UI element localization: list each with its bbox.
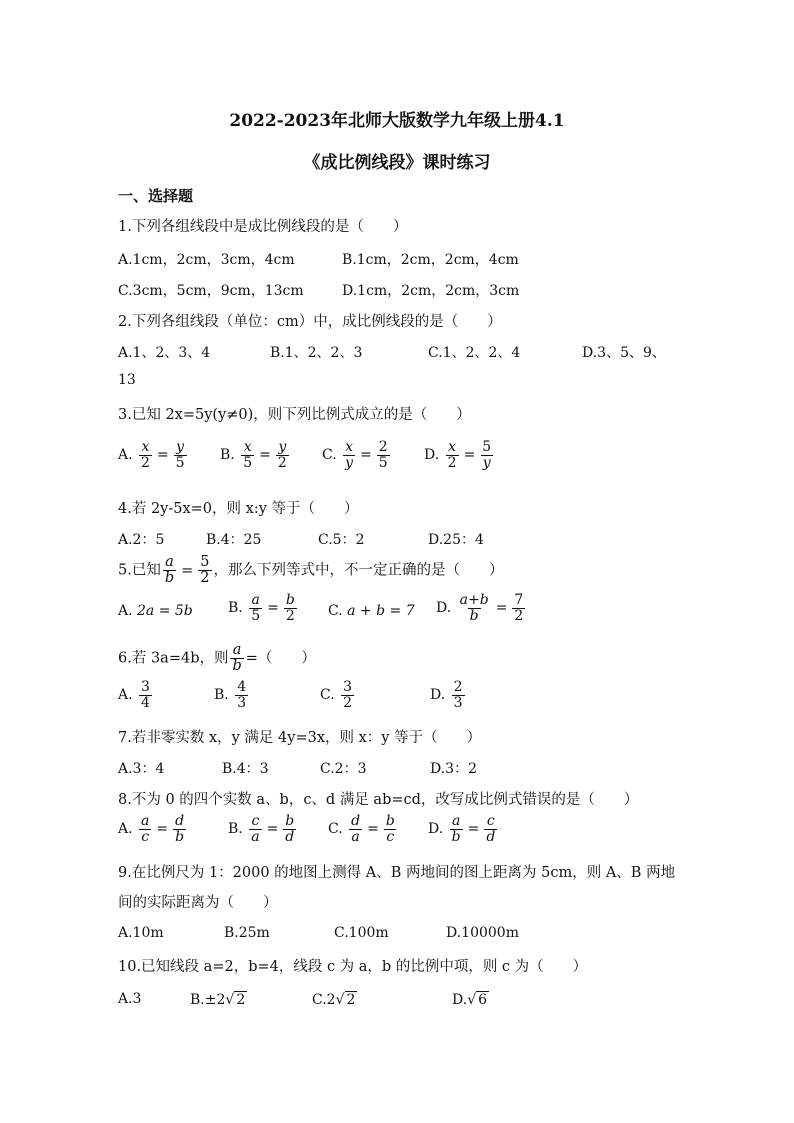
equals-sign: = xyxy=(156,821,169,838)
numerator: b xyxy=(385,813,395,829)
radical-sign: √ xyxy=(467,992,477,1008)
question-7-option-a: A.3：4 xyxy=(118,761,165,777)
question-1-option-b: B.1cm，2cm，2cm，4cm xyxy=(342,252,519,268)
document-title: 2022-2023年北师大版数学九年级上册4.1 xyxy=(229,111,565,131)
numerator: 5 xyxy=(200,554,210,570)
question-7-option-d: D.3：2 xyxy=(430,761,477,777)
numerator: 5 xyxy=(482,439,492,455)
question-6-option-a xyxy=(118,680,154,710)
denominator: 2 xyxy=(514,607,524,624)
question-5-option-d xyxy=(436,593,527,623)
option-letter: D. xyxy=(436,600,452,617)
fraction xyxy=(174,440,187,470)
radicand: 2 xyxy=(346,992,356,1008)
fraction xyxy=(173,814,186,844)
radicand: 2 xyxy=(236,992,246,1008)
question-8-option-b xyxy=(228,814,298,844)
fraction xyxy=(349,814,362,844)
fraction xyxy=(276,440,289,470)
stem-suffix: ，那么下列等式中，不一定正确的是（ ） xyxy=(213,562,504,579)
question-6-option-b xyxy=(214,680,250,710)
equals-sign: = xyxy=(367,821,379,838)
denominator: 2 xyxy=(277,454,287,471)
question-8-option-a xyxy=(118,814,188,844)
denominator: 5 xyxy=(243,454,253,471)
question-3-stem: 3.已知 2x=5y(y≠0)，则下列比例式成立的是（ ） xyxy=(118,407,471,423)
question-1-option-d: D.1cm，2cm，2cm，3cm xyxy=(342,283,520,299)
question-5-option-a xyxy=(118,603,193,619)
radicand: 6 xyxy=(478,992,488,1008)
denominator: 3 xyxy=(237,694,247,711)
fraction xyxy=(484,814,497,844)
option-letter: C. xyxy=(312,992,327,1008)
numerator: a xyxy=(451,813,461,829)
question-1-stem: 1.下列各组线段中是成比例线段的是（ ） xyxy=(118,219,408,235)
question-4-option-c: C.5：2 xyxy=(318,532,365,548)
question-1-option-a: A.1cm，2cm，3cm，4cm xyxy=(118,252,295,268)
denominator: d xyxy=(285,828,295,845)
option-letter: C. xyxy=(328,603,343,619)
fraction xyxy=(249,814,261,844)
numerator: c xyxy=(486,813,495,829)
stem-prefix: 5.已知 xyxy=(118,562,161,579)
option-letter: B. xyxy=(214,687,229,704)
square-root xyxy=(225,991,247,1008)
fraction xyxy=(377,440,390,470)
equals-sign: = xyxy=(360,447,372,464)
question-7-option-b: B.4：3 xyxy=(222,761,269,777)
denominator: y xyxy=(345,454,354,471)
equals-sign: = xyxy=(266,821,279,838)
numerator: a xyxy=(141,813,150,829)
question-8-stem: 8.不为 0 的四个实数 a、b，c、d 满足 ab=cd，改写成比例式错误的是（ ） xyxy=(118,792,639,808)
denominator: c xyxy=(141,828,150,845)
question-2-option-d: D.3、5、9、 xyxy=(582,345,666,361)
question-2-option-a: A.1、2、3、4 xyxy=(118,345,211,361)
denominator: c xyxy=(386,828,395,845)
equals-sign: = xyxy=(156,447,169,464)
numerator: 2 xyxy=(453,679,463,695)
document-subtitle: 《成比例线段》课时练习 xyxy=(303,153,491,173)
stem-prefix: 6.若 3a=4b，则 xyxy=(118,650,229,667)
fraction xyxy=(230,643,243,674)
question-8-option-c xyxy=(328,814,399,844)
question-4-option-a: A.2：5 xyxy=(118,532,165,548)
option-letter: A. xyxy=(118,447,133,464)
denominator: b xyxy=(469,607,479,624)
numerator: 4 xyxy=(237,679,247,695)
question-1-option-c: C.3cm，5cm，9cm，13cm xyxy=(118,283,304,299)
numerator: b xyxy=(285,592,295,608)
numerator: a xyxy=(232,642,242,658)
numerator: b xyxy=(285,813,295,829)
denominator: 4 xyxy=(141,694,150,711)
radical-sign: √ xyxy=(225,992,235,1008)
option-letter: B. xyxy=(228,821,243,838)
equals-sign: = xyxy=(467,821,480,838)
denominator: a xyxy=(351,828,360,845)
fraction xyxy=(283,814,296,844)
denominator: b xyxy=(451,828,461,845)
question-5-stem xyxy=(118,555,504,586)
option-letter: B. xyxy=(220,447,235,464)
numerator: a+b xyxy=(459,592,489,608)
numerator: x xyxy=(243,439,252,455)
question-3-option-a xyxy=(118,440,189,470)
numerator: a xyxy=(251,592,260,608)
fraction xyxy=(341,680,354,710)
denominator: 2 xyxy=(141,454,150,471)
coefficient: 2 xyxy=(326,992,336,1008)
equals-sign: = xyxy=(495,600,508,617)
numerator: c xyxy=(251,813,260,829)
option-expression: 2a = 5b xyxy=(137,603,193,619)
question-8-option-d xyxy=(428,814,499,844)
question-4-stem: 4.若 2y-5x=0，则 x:y 等于（ ） xyxy=(118,501,359,517)
option-letter: D. xyxy=(428,821,444,838)
fraction xyxy=(198,555,211,586)
numerator: a xyxy=(165,554,174,570)
fraction xyxy=(480,440,493,470)
fraction xyxy=(284,593,297,623)
stem-suffix: =（ ） xyxy=(245,650,316,667)
question-9-stem-line-2: 间的实际距离为（ ） xyxy=(118,895,278,911)
question-9-option-b: B.25m xyxy=(224,925,270,941)
option-letter: C. xyxy=(328,821,343,838)
option-letter: D. xyxy=(452,992,468,1008)
question-4-option-b: B.4：25 xyxy=(206,532,262,548)
fraction xyxy=(512,593,525,623)
fraction xyxy=(139,680,152,710)
question-10-stem: 10.已知线段 a=2，b=4，线段 c 为 a，b 的比例中项，则 c 为（ ） xyxy=(118,959,588,975)
fraction xyxy=(163,555,176,586)
equals-sign: = xyxy=(463,447,476,464)
question-3-option-c xyxy=(322,440,392,470)
numerator: d xyxy=(175,813,185,829)
option-letter: B. xyxy=(228,600,243,617)
denominator: a xyxy=(251,828,260,845)
denominator: 5 xyxy=(378,454,388,471)
question-3-option-d xyxy=(424,440,495,470)
numerator: 2 xyxy=(378,439,388,455)
fraction xyxy=(458,593,491,623)
denominator: 2 xyxy=(447,454,457,471)
option-letter: C. xyxy=(320,687,335,704)
question-2-option-d-wrap: 13 xyxy=(118,372,136,388)
denominator: 2 xyxy=(285,607,295,624)
question-5-option-b xyxy=(228,593,299,623)
question-2-option-b: B.1、2、2、3 xyxy=(270,345,363,361)
question-7-option-c: C.2：3 xyxy=(320,761,367,777)
question-2-option-c: C.1、2、2、4 xyxy=(428,345,521,361)
question-4-option-d: D.25：4 xyxy=(428,532,484,548)
option-letter: A. xyxy=(118,603,133,619)
numerator: y xyxy=(278,439,287,455)
numerator: x xyxy=(141,439,150,455)
fraction xyxy=(384,814,397,844)
fraction xyxy=(452,680,465,710)
equals-sign: = xyxy=(181,562,194,579)
option-letter: B. xyxy=(190,992,205,1008)
denominator: 5 xyxy=(251,607,261,624)
equals-sign: = xyxy=(267,600,279,617)
question-10-option-a: A.3 xyxy=(118,991,142,1007)
square-root xyxy=(467,991,489,1008)
question-6-option-d xyxy=(430,680,467,710)
denominator: 3 xyxy=(453,694,463,711)
equals-sign: = xyxy=(259,447,271,464)
section-heading: 一、选择题 xyxy=(118,187,194,205)
option-letter: A. xyxy=(118,687,133,704)
question-7-stem: 7.若非零实数 x，y 满足 4y=3x，则 x：y 等于（ ） xyxy=(118,730,482,746)
numerator: 3 xyxy=(343,679,353,695)
question-6-option-c xyxy=(320,680,356,710)
square-root xyxy=(336,991,358,1008)
denominator: 2 xyxy=(200,570,210,587)
numerator: 3 xyxy=(141,679,150,695)
fraction xyxy=(446,440,459,470)
fraction xyxy=(343,440,355,470)
option-letter: D. xyxy=(424,447,440,464)
denominator: b xyxy=(175,828,185,845)
fraction xyxy=(241,440,254,470)
question-2-stem: 2.下列各组线段（单位：cm）中，成比例线段的是（ ） xyxy=(118,314,502,330)
option-letter: D. xyxy=(430,687,446,704)
denominator: b xyxy=(232,658,242,675)
numerator: y xyxy=(176,439,185,455)
option-expression: a + b = 7 xyxy=(347,603,415,619)
denominator: 5 xyxy=(175,454,185,471)
question-10-option-c xyxy=(312,991,357,1008)
denominator: d xyxy=(486,828,496,845)
fraction xyxy=(235,680,248,710)
question-3-option-b xyxy=(220,440,291,470)
option-letter: A. xyxy=(118,821,133,838)
plus-minus-coefficient: ±2 xyxy=(204,992,226,1008)
numerator: x xyxy=(448,439,457,455)
denominator: b xyxy=(164,570,175,587)
fraction xyxy=(249,593,262,623)
question-9-option-d: D.10000m xyxy=(446,925,519,941)
question-10-option-b xyxy=(190,991,247,1008)
numerator: x xyxy=(345,439,354,455)
option-letter: C. xyxy=(322,447,337,464)
fraction xyxy=(139,814,151,844)
denominator: 2 xyxy=(343,694,353,711)
fraction xyxy=(139,440,152,470)
question-9-option-c: C.100m xyxy=(334,925,389,941)
question-5-option-c xyxy=(328,603,415,619)
numerator: d xyxy=(351,813,361,829)
question-9-stem-line-1: 9.在比例尺为 1：2000 的地图上测得 A、B 两地间的图上距离为 5cm，则 A、B 两地 xyxy=(118,865,676,881)
numerator: 7 xyxy=(514,592,524,608)
radical-sign: √ xyxy=(335,992,345,1008)
question-9-option-a: A.10m xyxy=(118,925,164,941)
denominator: y xyxy=(482,454,491,471)
fraction xyxy=(450,814,463,844)
question-6-stem xyxy=(118,643,316,674)
question-10-option-d xyxy=(452,991,489,1008)
